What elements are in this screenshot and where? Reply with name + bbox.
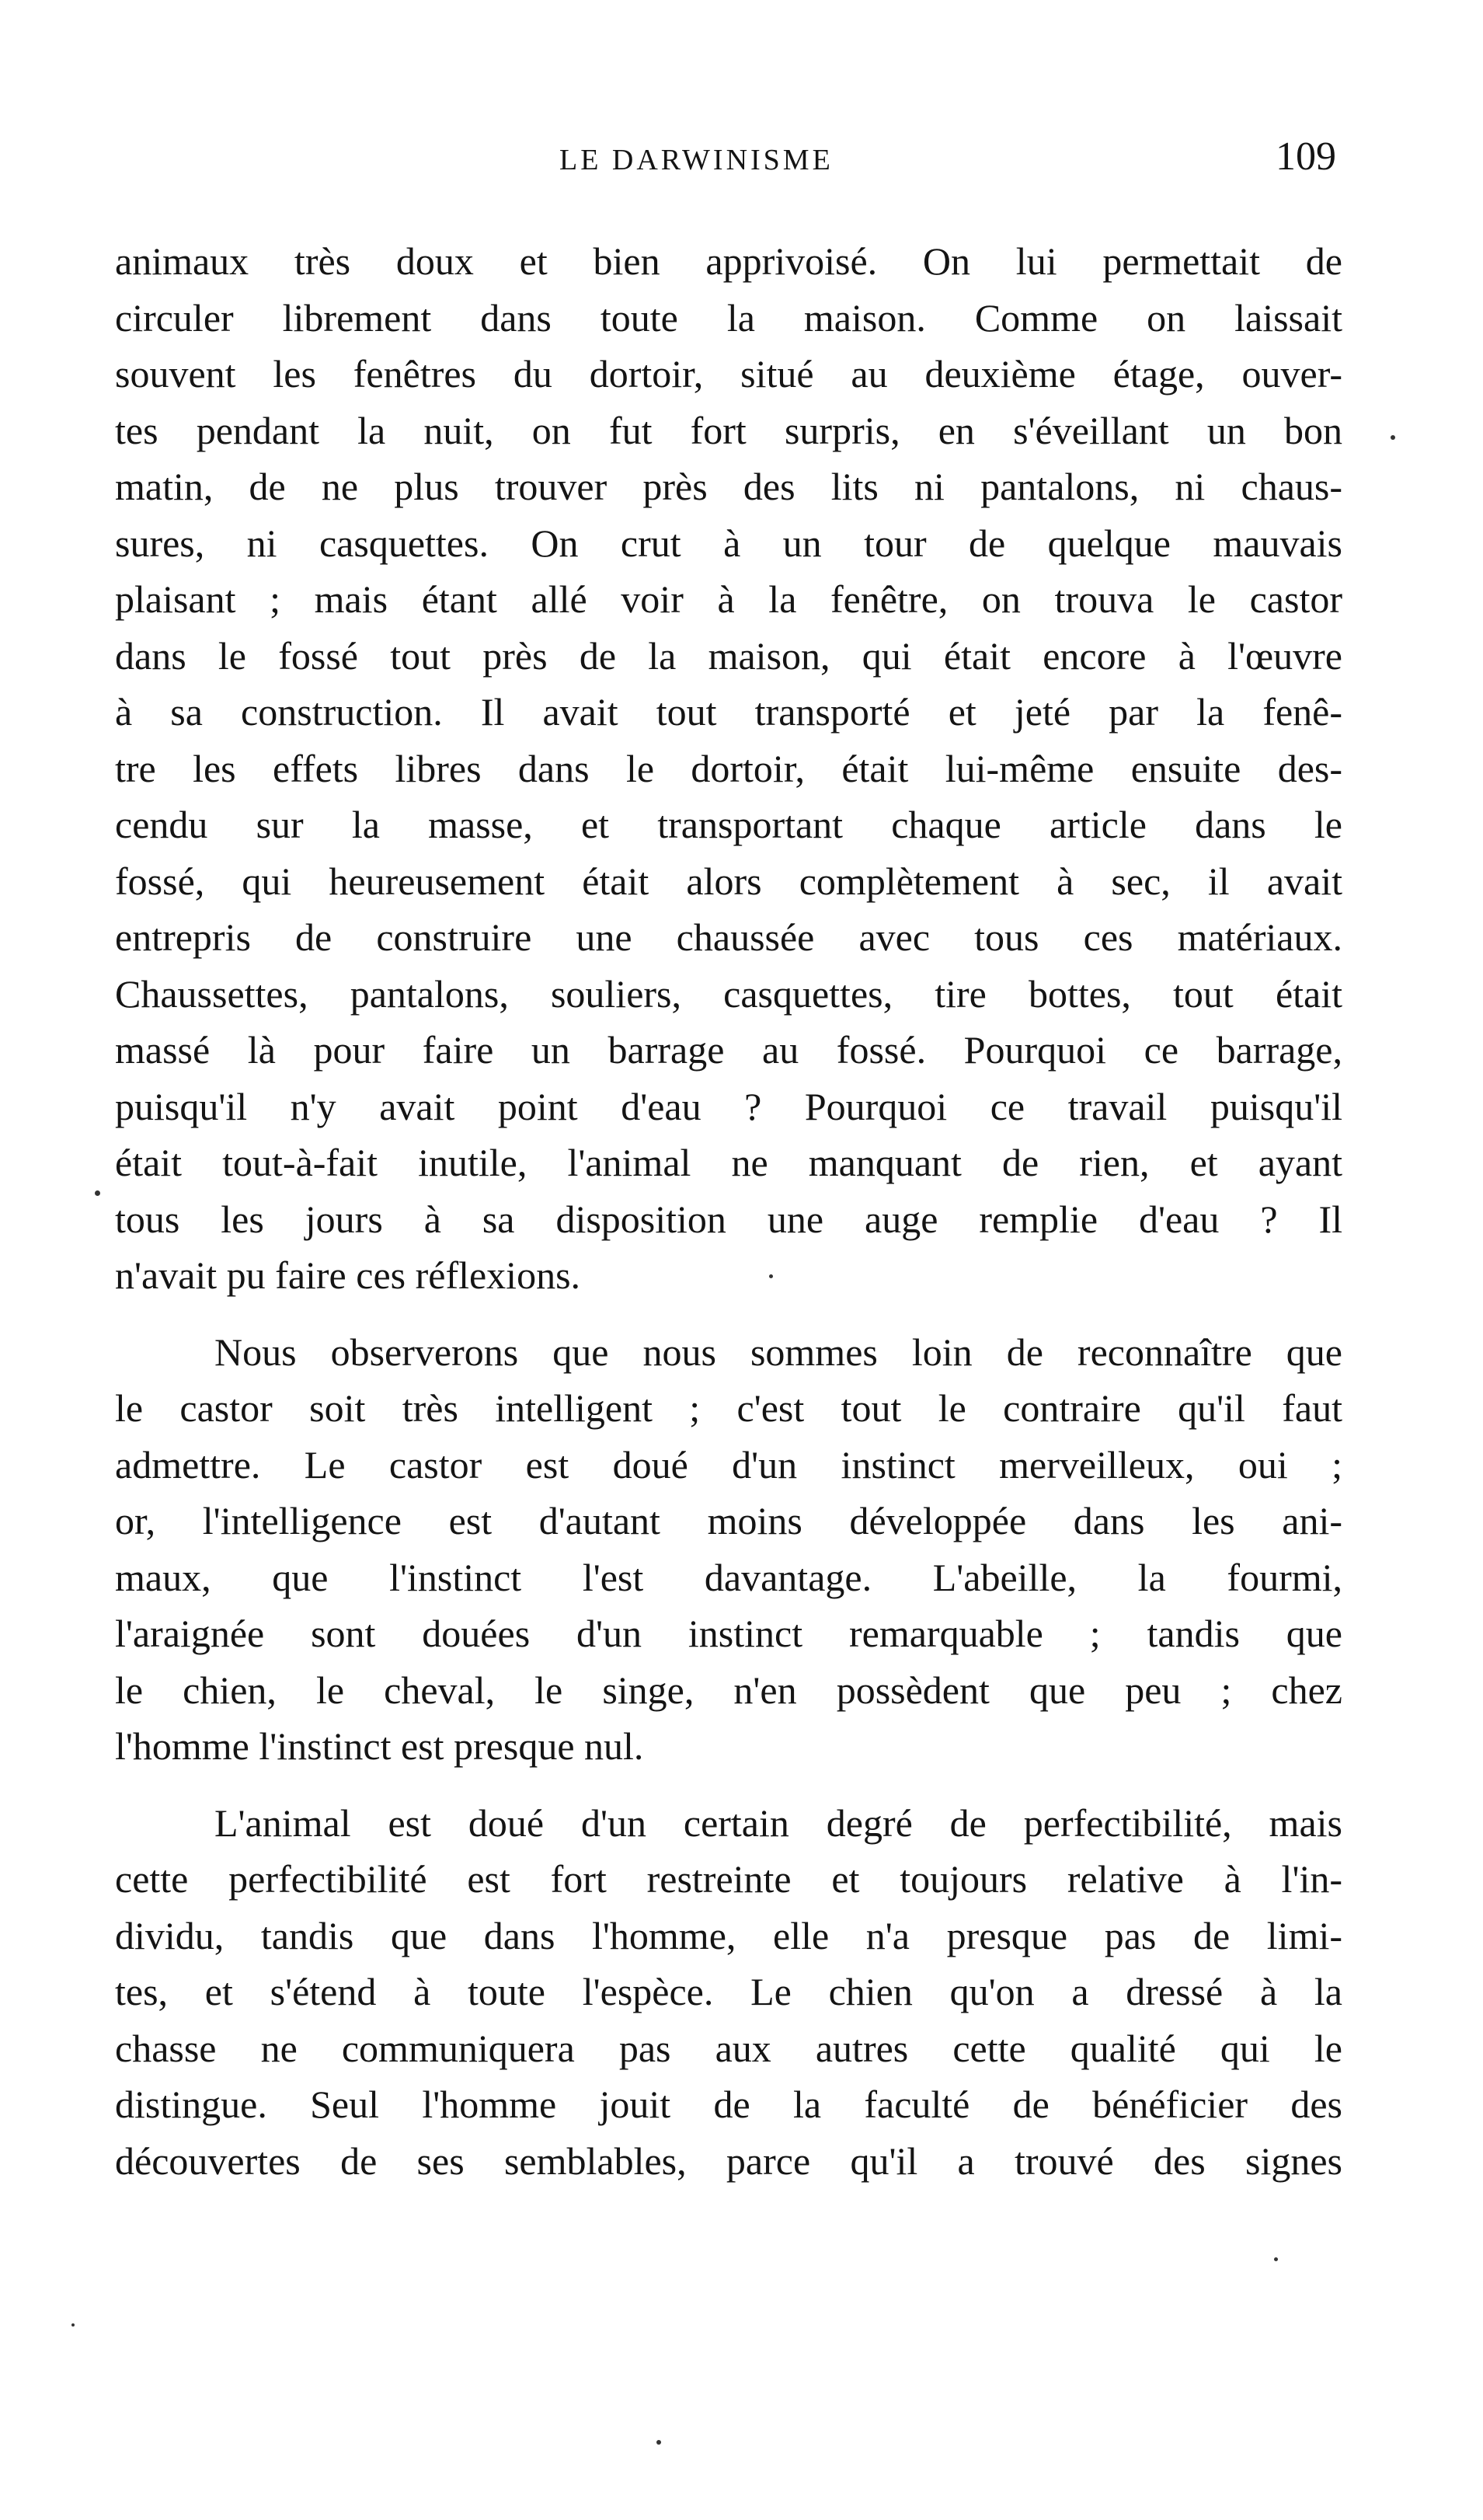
text-line: circuler librement dans toute la maison. Comme on laissait	[115, 295, 1342, 340]
text-line: le chien, le cheval, le singe, n'en possèdent que peu ; chez	[115, 1668, 1342, 1712]
text-line: découvertes de ses semblables, parce qu'il a trouvé des signes	[115, 2138, 1342, 2183]
scan-speck	[1391, 435, 1395, 440]
text-line: cendu sur la masse, et transportant chaque article dans le	[115, 803, 1342, 846]
text-line: sures, ni casquettes. On crut à un tour de quelque mauvais	[115, 521, 1342, 565]
paragraph-1	[115, 233, 1342, 1304]
text-line: dans le fossé tout près de la maison, qui était encore à l'œuvre	[115, 633, 1342, 678]
text-line: animaux très doux et bien apprivoisé. On lui permettait de	[115, 239, 1342, 283]
text-line: souvent les fenêtres du dortoir, situé au deuxième étage, ouver-	[115, 352, 1342, 396]
scan-speck	[71, 2323, 75, 2327]
text-line: plaisant ; mais étant allé voir à la fenêtre, on trouva le castor	[115, 577, 1342, 621]
page-number: 109	[1276, 134, 1336, 179]
scan-speck	[656, 2440, 661, 2445]
text-line: tes pendant la nuit, on fut fort surpris, en s'éveillant un bon	[115, 408, 1342, 452]
text-line: tre les effets libres dans le dortoir, était lui-même ensuite des-	[115, 746, 1342, 790]
text-line: Nous observerons que nous sommes loin de reconnaître que	[214, 1330, 1342, 1374]
text-line: massé là pour faire un barrage au fossé. Pourquoi ce barrage,	[115, 1028, 1342, 1072]
scan-speck	[1274, 2257, 1278, 2261]
text-line: tes, et s'étend à toute l'espèce. Le chien qu'on a dressé à la	[115, 1970, 1342, 2013]
text-line: tous les jours à sa disposition une auge remplie d'eau ? Il	[115, 1197, 1342, 1241]
text-line: or, l'intelligence est d'autant moins développée dans les ani-	[115, 1499, 1342, 1542]
text-line: dividu, tandis que dans l'homme, elle n'a presque pas de limi-	[115, 1913, 1342, 1957]
text-line: admettre. Le castor est doué d'un instinct merveilleux, oui ;	[115, 1442, 1342, 1487]
text-line: maux, que l'instinct l'est davantage. L'abeille, la fourmi,	[115, 1555, 1342, 1599]
running-title: LE DARWINISME	[559, 144, 834, 176]
text-line: fossé, qui heureusement était alors complètement à sec, il avait	[115, 859, 1342, 903]
text-line: l'araignée sont douées d'un instinct remarquable ; tandis que	[115, 1612, 1342, 1655]
paragraph-2	[115, 1324, 1342, 1775]
text-line: puisqu'il n'y avait point d'eau ? Pourquoi ce travail puisqu'il	[115, 1084, 1342, 1128]
text-line: distingue. Seul l'homme jouit de la faculté de bénéficier des	[115, 2083, 1342, 2126]
text-line: le castor soit très intelligent ; c'est tout le contraire qu'il faut	[115, 1386, 1342, 1430]
text-line: chasse ne communiquera pas aux autres cette qualité qui le	[115, 2026, 1342, 2070]
text-line: n'avait pu faire ces réflexions.	[115, 1253, 581, 1297]
body-text	[115, 233, 1342, 2209]
text-line: l'homme l'instinct est presque nul.	[115, 1724, 644, 1768]
paragraph-3	[115, 1795, 1342, 2190]
text-line: matin, de ne plus trouver près des lits ni pantalons, ni chaus-	[115, 465, 1342, 508]
text-line: L'animal est doué d'un certain degré de perfectibilité, mais	[214, 1800, 1342, 1845]
text-line: à sa construction. Il avait tout transporté et jeté par la fenê-	[115, 690, 1342, 734]
text-line: cette perfectibilité est fort restreinte et toujours relative à l'in-	[115, 1857, 1342, 1901]
text-line: Chaussettes, pantalons, souliers, casquettes, tire bottes, tout était	[115, 971, 1342, 1016]
running-head	[124, 134, 1336, 188]
scan-speck	[769, 1274, 773, 1278]
text-line: était tout-à-fait inutile, l'animal ne manquant de rien, et ayant	[115, 1141, 1342, 1184]
text-line: entrepris de construire une chaussée avec tous ces matériaux.	[115, 915, 1342, 959]
scan-speck	[95, 1190, 100, 1196]
